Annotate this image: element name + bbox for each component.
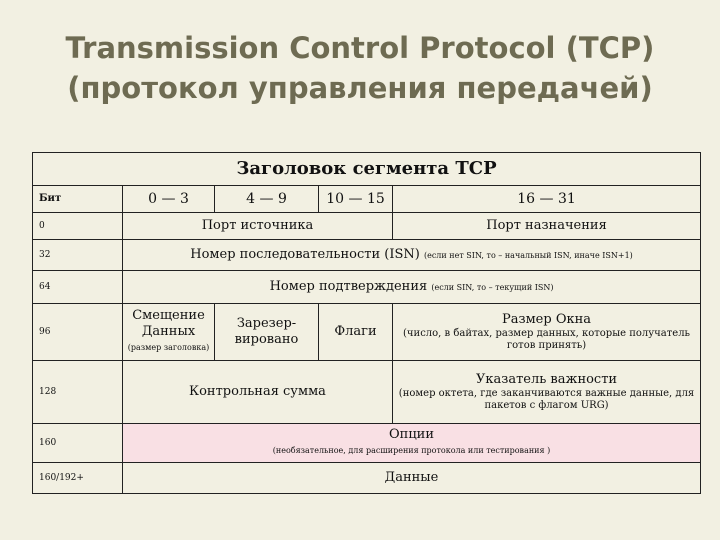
- options-note: (необязательное, для расширения протокола или тестирования ): [272, 446, 551, 455]
- table-row: [33, 213, 701, 240]
- ack-number-note: (если SIN, то – текущий ISN): [431, 282, 554, 292]
- bits-16-31: 16 — 31: [393, 186, 701, 213]
- slide-title: [0, 28, 720, 108]
- data-offset-note: (размер заголовка): [127, 343, 210, 352]
- table-row: [33, 463, 701, 494]
- options-label: Опции: [389, 427, 435, 442]
- table-row: [33, 424, 701, 463]
- window-size-label: Размер Окна: [501, 312, 592, 327]
- urgent-pointer-label: Указатель важности: [475, 372, 618, 387]
- table-row: [33, 240, 701, 271]
- table-row: [33, 304, 701, 361]
- tcp-header-table: [32, 152, 701, 494]
- data-field: Данные: [123, 463, 701, 494]
- data-offset-label: Смещение Данных: [132, 308, 205, 339]
- sequence-number-label: Номер последовательности (ISN): [190, 246, 424, 262]
- bit-label: Бит: [33, 186, 123, 213]
- offset-96: 96: [33, 304, 123, 361]
- table-row: [33, 271, 701, 304]
- offset-data: 160/192+: [33, 463, 123, 494]
- bits-0-3: 0 — 3: [123, 186, 215, 213]
- ack-number-label: Номер подтверждения: [269, 278, 432, 294]
- offset-64: 64: [33, 271, 123, 304]
- options-field: [123, 424, 701, 463]
- window-size-field: [393, 304, 701, 361]
- title-line-1: Transmission Control Protocol (TCP): [65, 31, 655, 65]
- title-line-2: (протокол управления передачей): [67, 71, 653, 105]
- bits-10-15: 10 — 15: [319, 186, 393, 213]
- data-offset-field: [123, 304, 215, 361]
- flags-field: Флаги: [319, 304, 393, 361]
- ack-number-field: [123, 271, 701, 304]
- bit-header-row: [33, 186, 701, 213]
- checksum-field: Контрольная сумма: [123, 361, 393, 424]
- urgent-pointer-field: [393, 361, 701, 424]
- bits-4-9: 4 — 9: [215, 186, 319, 213]
- source-port-field: Порт источника: [123, 213, 393, 240]
- dest-port-field: Порт назначения: [393, 213, 701, 240]
- urgent-pointer-note: (номер октета, где заканчиваются важные данные, для пакетов с флагом URG): [398, 388, 695, 411]
- offset-128: 128: [33, 361, 123, 424]
- sequence-number-field: [123, 240, 701, 271]
- offset-32: 32: [33, 240, 123, 271]
- offset-160: 160: [33, 424, 123, 463]
- table-row: [33, 361, 701, 424]
- reserved-field: Зарезер-вировано: [215, 304, 319, 361]
- table-caption: Заголовок сегмента TCP: [33, 153, 701, 186]
- offset-0: 0: [33, 213, 123, 240]
- window-size-note: (число, в байтах, размер данных, которые получатель готов принять): [403, 328, 690, 351]
- sequence-number-note: (если нет SIN, то – начальный ISN, иначе ISN+1): [423, 250, 633, 260]
